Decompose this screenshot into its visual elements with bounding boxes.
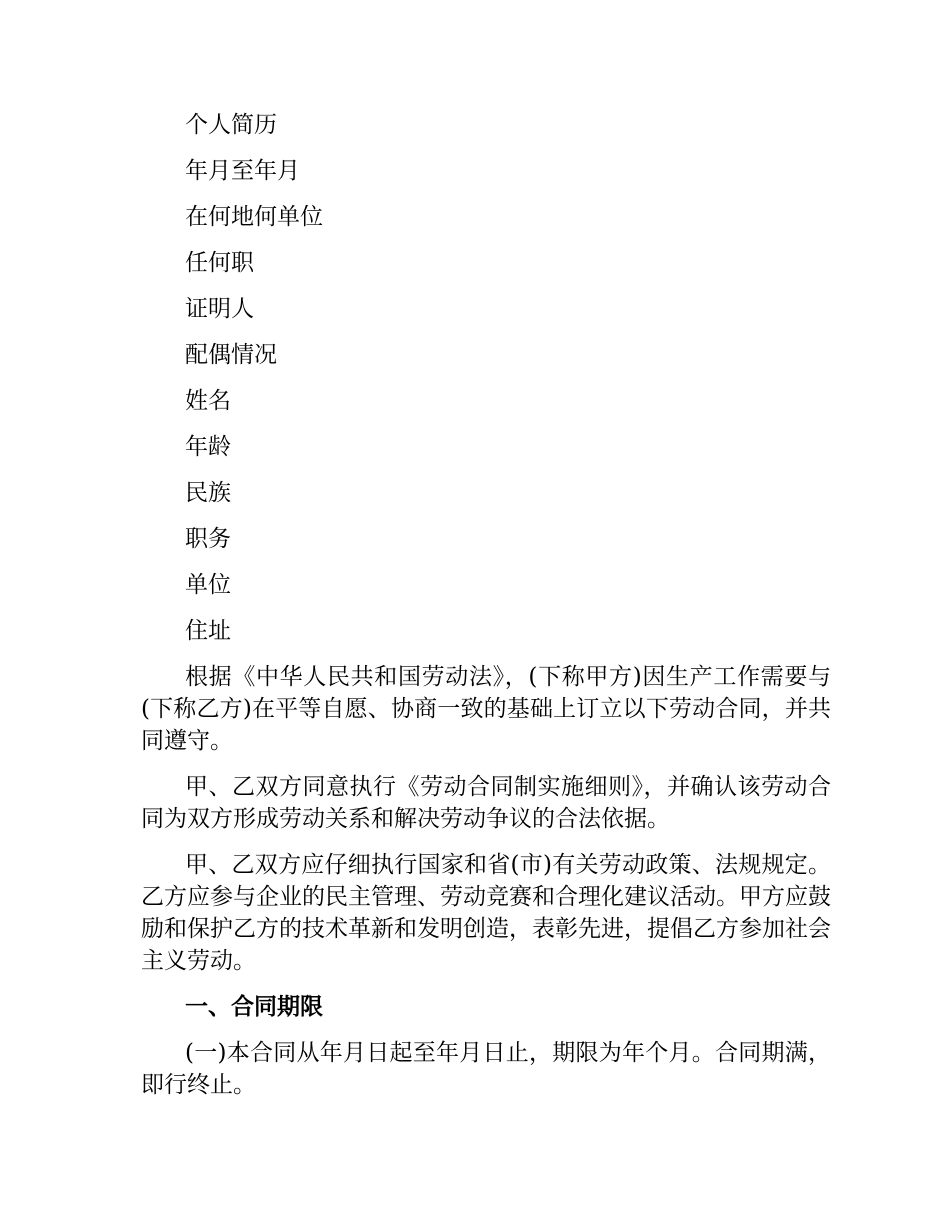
field-resume: 个人简历 <box>185 112 277 138</box>
clause-contract-term: (一)本合同从年月日起至年月日止，期限为年个月。合同期满，即行终止。 <box>141 1040 831 1098</box>
paragraph-policy: 甲、乙双方应仔细执行国家和省(市)有关劳动政策、法规规定。乙方应参与企业的民主管理、劳动竞赛和合理化建议活动。甲方应鼓励和保护乙方的技术革新和发明创造，表彰先进，提倡乙方参加社会主义劳动。 <box>141 852 831 974</box>
field-employer: 单位 <box>185 572 231 598</box>
field-duty: 职务 <box>185 526 231 552</box>
field-witness: 证明人 <box>185 296 254 322</box>
field-address: 住址 <box>185 618 231 644</box>
paragraph-intro: 根据《中华人民共和国劳动法》，(下称甲方)因生产工作需要与(下称乙方)在平等自愿、协商一致的基础上订立以下劳动合同，并共同遵守。 <box>141 664 831 754</box>
field-spouse: 配偶情况 <box>185 342 277 368</box>
section-heading-contract-term: 一、合同期限 <box>185 994 323 1020</box>
paragraph-agreement: 甲、乙双方同意执行《劳动合同制实施细则》，并确认该劳动合同为双方形成劳动关系和解决劳动争议的合法依据。 <box>141 774 831 832</box>
document-body <box>141 109 831 1115</box>
field-ethnicity: 民族 <box>185 480 231 506</box>
field-position: 任何职 <box>185 250 254 276</box>
field-date-range: 年月至年月 <box>185 158 300 184</box>
field-workplace: 在何地何单位 <box>185 204 323 230</box>
field-age: 年龄 <box>185 434 231 460</box>
field-name: 姓名 <box>185 388 231 414</box>
